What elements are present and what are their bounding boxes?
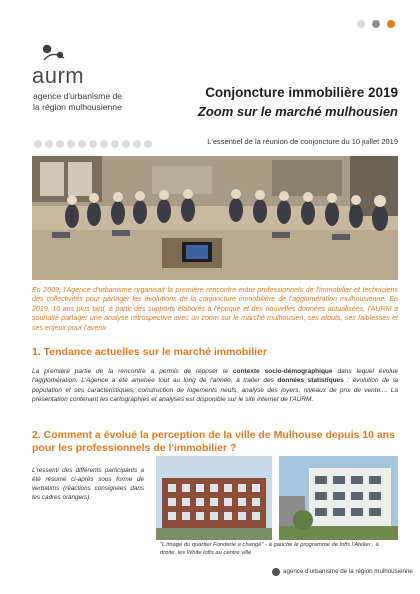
logo-subtitle-line2: la région mulhousienne bbox=[33, 102, 122, 112]
aurm-logo-icon bbox=[42, 44, 66, 62]
decorative-dots-row bbox=[34, 135, 155, 153]
logo-wordmark: aurm bbox=[32, 63, 85, 88]
logo-subtitle bbox=[33, 91, 122, 113]
header-dot-2 bbox=[372, 20, 380, 28]
section-1-paragraph: La première partie de la rencontre a permis de reposer le contexte socio-démographique dans lequel évolue l'agglomération. L'Agence a été amenée tout au long de l'année, à traiter des données statistiques : évolution de la population et ses caractéristiques, construction de logements neufs, analyse des loyers, niveaux de prix de vente.... La présentation contenant les cartographies et analyses est disponible sur le site internet de l'AURM. bbox=[32, 368, 398, 404]
intro-paragraph: En 2009, l'Agence d'urbanisme organisait la première rencontre entre professionnels de l'immobilier et techniciens des collectivités pour partager les évolutions de la conjoncture immobilière de l'agglomération mulhousienne. En 2019, 10 ans plus tard, à partir des supports élaborés à l'époque et des nouvelles données actualisées, l'AURM a souhaité partager une analyse rétrospective avec un zoom sur le marché mulhousien, ses atouts, ses faiblesses et ses enjeux pour l'avenir. bbox=[32, 286, 398, 332]
meeting-date-line: L'essentiel de la réunion de conjoncture du 10 juillet 2019 bbox=[207, 137, 398, 146]
header-dot-1 bbox=[357, 20, 365, 28]
white-lofts-photo bbox=[279, 456, 398, 540]
header-dot-3 bbox=[387, 20, 395, 28]
logo-subtitle-line1: agence d'urbanisme de bbox=[33, 91, 123, 101]
section-1-heading: 1. Tendance actuelles sur le marché immobilier bbox=[32, 346, 267, 358]
section-2-heading: 2. Comment a évolué la perception de la ville de Mulhouse depuis 10 ans pour les professionnels de l'immobilier ? bbox=[32, 429, 395, 454]
meeting-photo bbox=[32, 156, 398, 280]
loft-atelier-photo bbox=[156, 456, 272, 540]
page-title: Conjoncture immobilière 2019 bbox=[205, 85, 398, 100]
aurm-footer-icon bbox=[272, 568, 280, 576]
section-2-side-text: L'ressenti des différents participants a été résumé ci-après sous forme de verbatims (réactions consignées dans les cadres orangers). bbox=[32, 467, 144, 501]
footer-text: agence d'urbanisme de la région mulhousienne bbox=[283, 568, 413, 575]
page-subtitle: Zoom sur le marché mulhousien bbox=[197, 104, 398, 119]
photo-caption: "L'image du quartier Fonderie a changé" - à gauche le programme de lofts l'Atelier , à droite, les White lofts au centre ville bbox=[160, 542, 379, 556]
